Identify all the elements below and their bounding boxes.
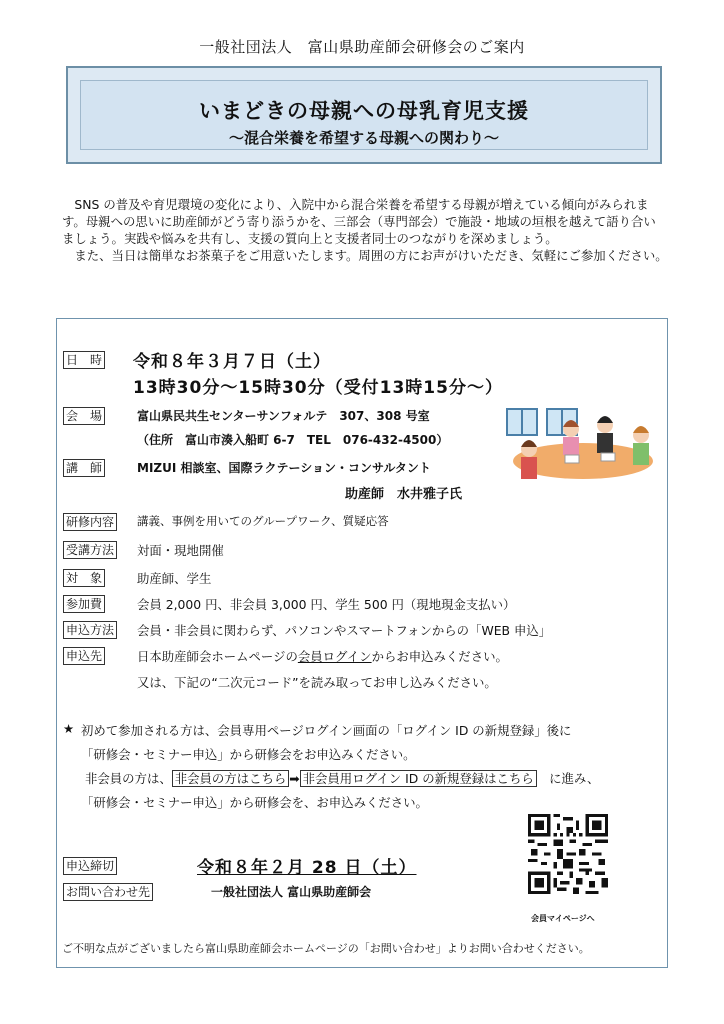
fee-label: 参加費 — [63, 595, 105, 613]
intro-paragraph: SNS の普及や育児環境の変化により、入院中から混合栄養を希望する母親が増えている傾向がみられます。母親への思いに助産師がどう寄り添うかを、三部会（専門部会）で施設・地域の垣根を越えて語り合いましょう。実践や悩みを共有し、支援の質向上と支援者同士のつながりを深めましょう。 — [62, 197, 656, 246]
deadline-value: 令和８年２月 28 日（土） — [197, 858, 417, 878]
target-label: 対 象 — [63, 569, 105, 587]
non-member-register-link[interactable]: 非会員用ログイン ID の新規登録はこちら — [300, 770, 537, 787]
lecturer-label: 講 師 — [63, 459, 105, 477]
intro-paragraph: また、当日は簡単なお茶菓子をご用意いたします。周囲の方にお声がけいただき、気軽にご参加ください。 — [62, 248, 668, 263]
notice-line-4: 「研修会・セミナー申込」から研修会を、お申込みください。 — [81, 795, 428, 810]
apply-to-label: 申込先 — [63, 647, 105, 665]
apply-to-post: からお申込みください。 — [371, 649, 508, 664]
method: 対面・現地開催 — [137, 543, 224, 558]
contact-value: 一般社団法人 富山県助産師会 — [211, 885, 372, 899]
event-time: 13時30分～15時30分（受付13時15分～） — [133, 378, 503, 398]
datetime-label: 日 時 — [63, 351, 105, 369]
page-subtitle: ～混合栄養を希望する母親への関わり～ — [228, 129, 499, 147]
notice-line-1: 初めて参加される方は、会員専用ページログイン画面の「ログイン ID の新規登録」後に — [81, 723, 572, 738]
fee: 会員 2,000 円、非会員 3,000 円、学生 500 円（現地現金支払い） — [137, 597, 516, 612]
notice-line-3-post: に進み、 — [549, 771, 600, 786]
content-label: 研修内容 — [63, 513, 117, 531]
lecturer-name: 助産師 水井雅子氏 — [345, 487, 463, 502]
title-banner — [66, 66, 662, 164]
organizer-line: 一般社団法人 富山県助産師会研修会のご案内 — [199, 38, 525, 56]
star-icon: ★ — [63, 721, 75, 736]
notice-line-2: 「研修会・セミナー申込」から研修会をお申込みください。 — [81, 747, 416, 762]
apply-method-label: 申込方法 — [63, 621, 117, 639]
venue-label: 会 場 — [63, 407, 105, 425]
deadline-label: 申込締切 — [63, 857, 117, 875]
notice-line-3 — [85, 769, 599, 787]
qr-caption: 会員マイページへ — [531, 914, 595, 923]
target: 助産師、学生 — [137, 571, 212, 586]
member-login-link[interactable]: 会員ログイン — [297, 649, 372, 664]
content: 講義、事例を用いてのグループワーク、質疑応答 — [137, 514, 389, 528]
non-member-link[interactable]: 非会員の方はこちら — [172, 770, 290, 787]
method-label: 受講方法 — [63, 541, 117, 559]
apply-to-pre: 日本助産師会ホームページの — [137, 649, 298, 664]
venue: 富山県民共生センターサンフォルテ 307、308 号室 — [137, 409, 430, 423]
page-title: いまどきの母親への母乳育児支援 — [199, 99, 529, 123]
lecturer-org: MIZUI 相談室、国際ラクテーション・コンサルタント — [137, 461, 431, 475]
qr-code[interactable] — [528, 814, 608, 894]
title-banner-inner — [80, 80, 648, 150]
arrow-right-icon: ➡ — [289, 771, 300, 786]
apply-to-line — [137, 647, 508, 665]
apply-alt: 又は、下記の“二次元コード”を読み取ってお申し込みください。 — [137, 675, 497, 690]
venue-address: （住所 富山市湊入船町 6-7 TEL 076-432-4500） — [137, 433, 449, 447]
event-date: 令和８年３月７日（土） — [133, 352, 331, 372]
intro-text — [62, 196, 668, 264]
group-meeting-illustration — [505, 403, 665, 493]
contact-label: お問い合わせ先 — [63, 883, 153, 901]
apply-method: 会員・非会員に関わらず、パソコンやスマートフォンからの「WEB 申込」 — [137, 623, 552, 638]
notice-line-3-pre: 非会員の方は、 — [85, 771, 172, 786]
footer-note: ご不明な点がございましたら富山県助産師会ホームページの「お問い合わせ」よりお問い合わせください。 — [62, 942, 590, 955]
